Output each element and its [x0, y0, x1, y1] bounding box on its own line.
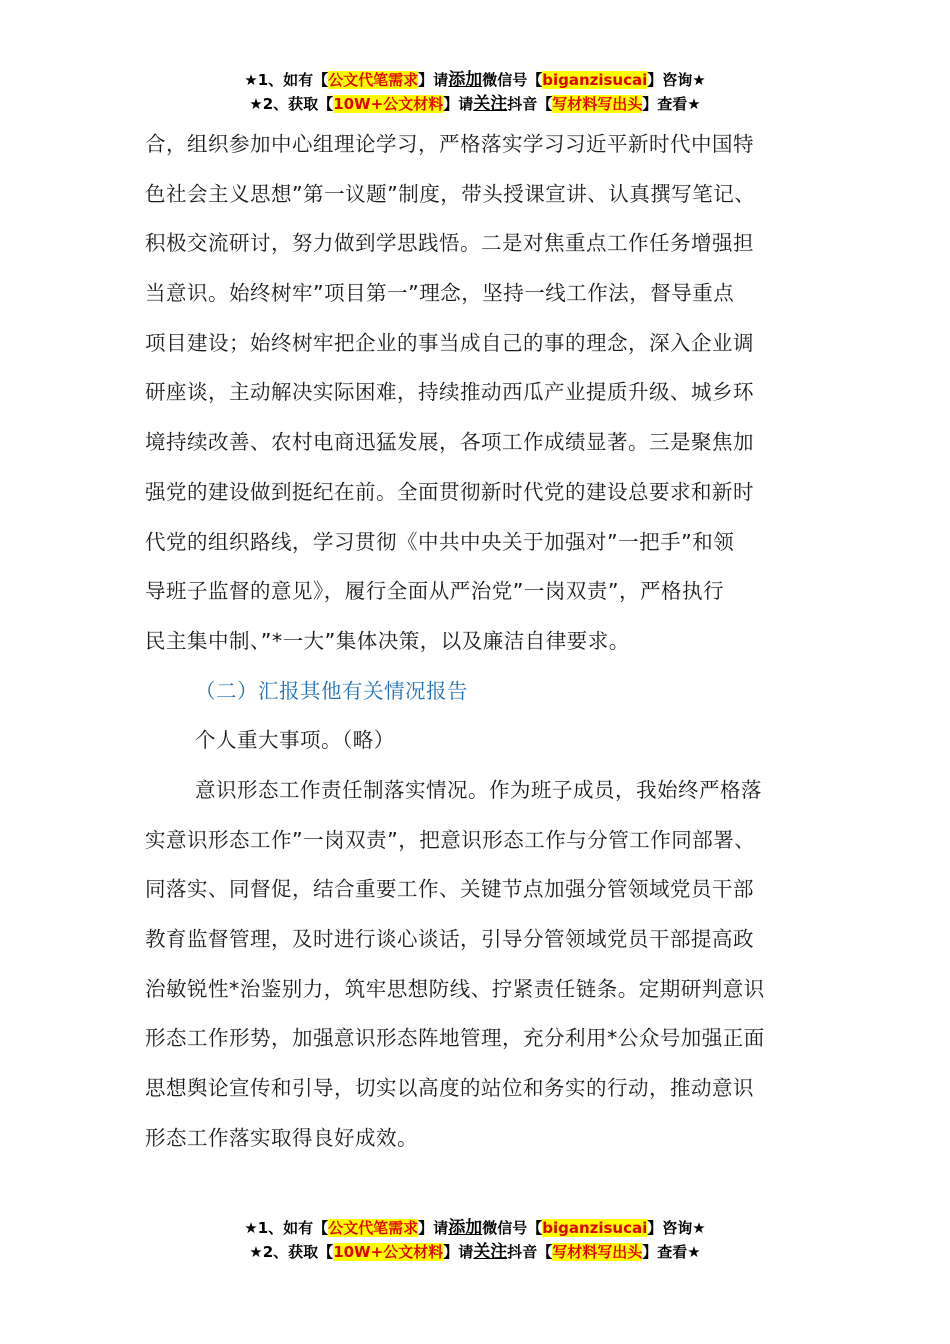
body-line: 积极交流研讨，努力做到学思践悟。二是对焦重点工作任务增强担 [145, 231, 754, 256]
ideology-line: 意识形态工作责任制落实情况。作为班子成员，我始终严格落 [195, 777, 762, 802]
banner-highlight-materials: 10W+公文材料 [333, 95, 444, 113]
bottom-banner [0, 1216, 950, 1264]
banner-text: 】查看★ [642, 1243, 701, 1261]
banner-underline-add: 添加 [448, 1218, 483, 1238]
banner-highlight-wechat-id: biganzisucai [542, 71, 648, 89]
banner-text: 】请 [418, 1219, 449, 1237]
ideology-line: 同落实、同督促，结合重要工作、关键节点加强分管领域党员干部 [145, 877, 754, 902]
banner-text: 抖音【 [507, 1243, 553, 1261]
banner-underline-add: 添加 [448, 70, 483, 90]
banner-text: 】请 [443, 1243, 474, 1261]
banner-text: 】请 [443, 95, 474, 113]
body-line: 代党的组织路线，学习贯彻《中共中央关于加强对”一把手”和领 [145, 529, 735, 554]
body-line: 境持续改善、农村电商迅猛发展，各项工作成绩显著。三是聚焦加 [145, 430, 754, 455]
ideology-line: 教育监督管理，及时进行谈心谈话，引导分管领域党员干部提高政 [145, 927, 754, 951]
banner-highlight-service: 公文代笔需求 [328, 1219, 419, 1237]
banner-line-2 [0, 1240, 950, 1264]
banner-line-2 [0, 92, 950, 116]
banner-text: 微信号【 [482, 1219, 543, 1237]
ideology-line: 思想舆论宣传和引导，切实以高度的站位和务实的行动，推动意识 [145, 1076, 754, 1101]
banner-highlight-materials: 10W+公文材料 [333, 1243, 444, 1261]
banner-text: ★1、如有【 [244, 71, 329, 89]
ideology-line: 形态工作落实取得良好成效。 [145, 1125, 418, 1150]
section-heading: （二）汇报其他有关情况报告 [195, 678, 468, 703]
body-line: 导班子监督的意见》，履行全面从严治党”一岗双责”，严格执行 [145, 579, 724, 604]
banner-line-1 [0, 1216, 950, 1240]
banner-text: 】咨询★ [647, 1219, 706, 1237]
banner-underline-follow: 关注 [473, 94, 508, 114]
body-line: 合，组织参加中心组理论学习，严格落实学习习近平新时代中国特 [145, 132, 754, 156]
banner-text: 微信号【 [482, 71, 543, 89]
banner-text: 抖音【 [507, 95, 553, 113]
body-line: 项目建设；始终树牢把企业的事当成自己的事的理念，深入企业调 [145, 330, 754, 355]
banner-text: 】请 [418, 71, 449, 89]
banner-highlight-account: 写材料写出头 [552, 95, 643, 113]
banner-highlight-wechat-id: biganzisucai [542, 1219, 648, 1237]
banner-highlight-account: 写材料写出头 [552, 1243, 643, 1261]
document-body [145, 120, 825, 1163]
ideology-line: 治敏锐性*治鉴别力，筑牢思想防线、拧紧责任链条。定期研判意识 [145, 976, 765, 1001]
personal-matters-line: 个人重大事项。（略） [195, 728, 395, 753]
ideology-line: 形态工作形势，加强意识形态阵地管理，充分利用*公众号加强正面 [145, 1026, 765, 1051]
banner-highlight-service: 公文代笔需求 [328, 71, 419, 89]
body-line: 色社会主义思想”第一议题”制度，带头授课宣讲、认真撰写笔记、 [145, 181, 756, 206]
banner-underline-follow: 关注 [473, 1242, 508, 1262]
banner-line-1 [0, 68, 950, 92]
banner-text: 】查看★ [642, 95, 701, 113]
top-banner [0, 68, 950, 116]
banner-text: ★2、获取【 [249, 95, 334, 113]
body-line: 研座谈，主动解决实际困难，持续推动西瓜产业提质升级、城乡环 [145, 380, 754, 405]
banner-text: ★1、如有【 [244, 1219, 329, 1237]
banner-text: ★2、获取【 [249, 1243, 334, 1261]
body-line: 当意识。始终树牢”项目第一”理念，坚持一线工作法，督导重点 [145, 281, 735, 306]
banner-text: 】咨询★ [647, 71, 706, 89]
body-line: 民主集中制、”*一大”集体决策，以及廉洁自律要求。 [145, 628, 630, 653]
body-line: 强党的建设做到挺纪在前。全面贯彻新时代党的建设总要求和新时 [145, 479, 754, 504]
ideology-line: 实意识形态工作”一岗双责”，把意识形态工作与分管工作同部署、 [145, 827, 756, 852]
